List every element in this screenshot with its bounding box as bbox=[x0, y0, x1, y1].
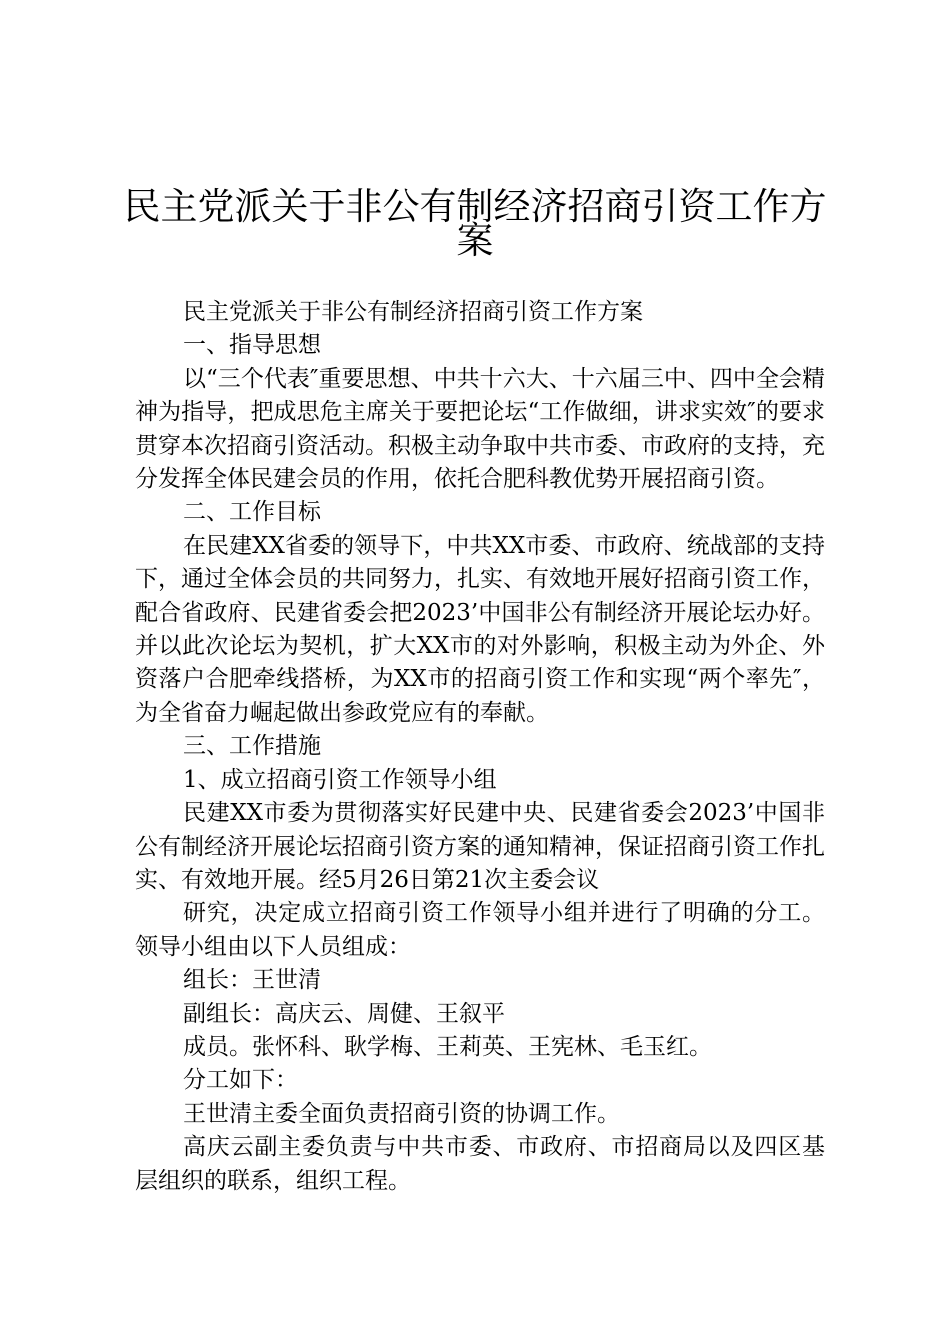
document-title-line-1: 民主党派关于非公有制经济招商引资工作方 bbox=[123, 185, 827, 228]
leadership-decision-paragraph: 研究，决定成立招商引资工作领导小组并进行了明确的分工。领导小组由以下人员组成： bbox=[135, 900, 825, 960]
work-goals-paragraph: 在民建XX省委的领导下，中共XX市委、市政府、统战部的支持下，通过全体会员的共同努力，扎实、有效地开展好招商引资工作，配合省政府、民建省委会把2023’中国非公有制经济开展论坛办好。并以此次论坛为契机，扩大XX市的对外影响，积极主动为外企、外资落户合肥牵线搭桥，为XX市的招商引资工作和实现“两个率先″，为全省奋力崛起做出参政党应有的奉献。 bbox=[135, 532, 825, 726]
group-leader-line: 组长：王世清 bbox=[183, 967, 321, 994]
duty-wang-shiqing: 王世清主委全面负责招商引资的协调工作。 bbox=[183, 1100, 620, 1127]
section-heading-work-goals: 二、工作目标 bbox=[183, 499, 321, 526]
document-body bbox=[135, 296, 825, 1198]
duty-gao-qingyun: 高庆云副主委负责与中共市委、市政府、市招商局以及四区基层组织的联系，组织工程。 bbox=[135, 1134, 825, 1194]
deputy-leaders-line: 副组长：高庆云、周健、王叙平 bbox=[183, 1000, 505, 1027]
section-heading-work-measures: 三、工作措施 bbox=[183, 733, 321, 760]
guiding-ideology-paragraph: 以“三个代表″重要思想、中共十六大、十六届三中、四中全会精神为指导，把成思危主席关于要把论坛“工作做细，讲求实效″的要求贯穿本次招商引资活动。积极主动争取中共市委、市政府的支持，充分发挥全体民建会员的作用，依托合肥科教优势开展招商引资。 bbox=[135, 365, 825, 493]
subtitle-paragraph: 民主党派关于非公有制经济招商引资工作方案 bbox=[183, 299, 643, 325]
section-heading-guiding-ideology: 一、指导思想 bbox=[183, 332, 321, 359]
members-line: 成员。张怀科、耿学梅、王莉英、王宪林、毛玉红。 bbox=[183, 1033, 712, 1060]
leadership-group-paragraph: 民建XX市委为贯彻落实好民建中央、民建省委会2023’中国非公有制经济开展论坛招商引资方案的通知精神，保证招商引资工作扎实、有效地开展。经5月26日第21次主委会议 bbox=[135, 800, 825, 893]
document-title-line-2: 案 bbox=[456, 219, 494, 262]
subheading-leadership-group: 1、成立招商引资工作领导小组 bbox=[183, 766, 497, 793]
division-of-labor-heading: 分工如下： bbox=[183, 1067, 298, 1094]
